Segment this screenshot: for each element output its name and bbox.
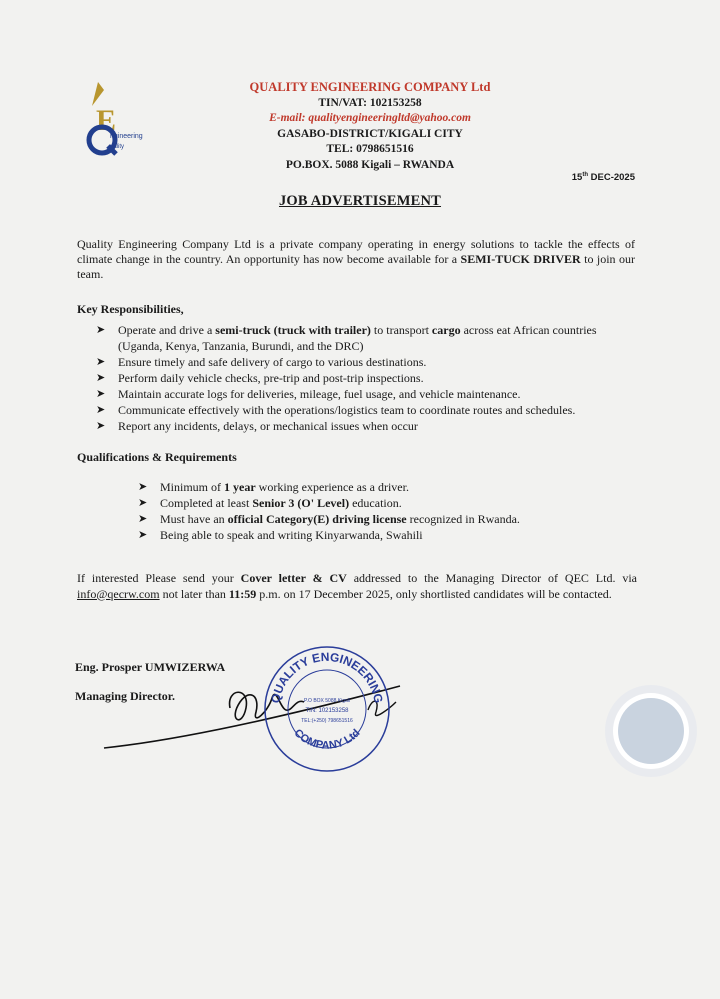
company-tel: TEL: 0798651516 bbox=[326, 143, 414, 155]
signer-title: Managing Director. bbox=[75, 689, 175, 703]
letterhead bbox=[200, 80, 540, 173]
email-link[interactable]: info@qecrw.com bbox=[77, 586, 160, 601]
closing-paragraph: If interested Please send your Cover letter & CV addressed to the Managing Director of QEC Ltd. via info@qecrw.com not later than 11:59 p.m. on 17 December 2025, only shortlisted candidates will be contacted. bbox=[77, 571, 637, 601]
stamp-line-1: P.O BOX 5088 Kigali bbox=[303, 698, 351, 704]
intro-paragraph: Quality Engineering Company Ltd is a private company operating in energy solutions to tackle the effects of climate change in the country. An opportunity has now become available for a SEMI-TUCK DRIVER to join our team. bbox=[77, 237, 636, 281]
stamp-line-2: TIN: 102153258 bbox=[305, 708, 349, 714]
list-item: ➤ Report any incidents, delays, or mechanical issues when occur bbox=[96, 419, 418, 433]
arrow-bullet-icon: ➤ bbox=[138, 497, 148, 509]
list-item: ➤ Operate and drive a semi-truck (truck with trailer) to transport cargo across eat African countries (Uganda, Kenya, Tanzania, Burundi, and the DRC) bbox=[96, 323, 597, 353]
list-item: ➤ Ensure timely and safe delivery of cargo to various destinations. bbox=[96, 355, 427, 369]
qualifications-heading: Qualifications & Requirements bbox=[77, 450, 237, 464]
list-item: ➤ Minimum of 1 year working experience as a driver. bbox=[138, 480, 409, 494]
arrow-bullet-icon: ➤ bbox=[138, 481, 148, 493]
arrow-bullet-icon: ➤ bbox=[96, 324, 106, 336]
arrow-bullet-icon: ➤ bbox=[96, 404, 106, 416]
company-logo bbox=[82, 78, 162, 168]
qualifications-list bbox=[138, 479, 638, 543]
stamp-top-text: QUALITY ENGINEERING bbox=[268, 649, 386, 705]
list-item: ➤ Completed at least Senior 3 (O' Level) education. bbox=[138, 496, 402, 510]
arrow-bullet-icon: ➤ bbox=[96, 356, 106, 368]
arrow-bullet-icon: ➤ bbox=[96, 372, 106, 384]
responsibilities-list bbox=[96, 322, 636, 434]
responsibilities-heading: Key Responsibilities, bbox=[77, 302, 184, 316]
document-date: 15th DEC-2025 bbox=[571, 172, 635, 184]
floating-action-button[interactable] bbox=[603, 683, 699, 779]
stamp-line-3: TEL:(+250) 798651516 bbox=[301, 718, 353, 724]
svg-text:COMPANY Ltd bbox=[291, 727, 362, 752]
company-stamp bbox=[262, 644, 392, 774]
list-item: ➤ Being able to speak and writing Kinyarwanda, Swahili bbox=[138, 528, 423, 542]
logo-sub-engineering: ngineering bbox=[110, 133, 143, 140]
list-item: ➤ Must have an official Category(E) driving license recognized in Rwanda. bbox=[138, 512, 520, 526]
arrow-bullet-icon: ➤ bbox=[138, 513, 148, 525]
list-item: ➤ Perform daily vehicle checks, pre-trip and post-trip inspections. bbox=[96, 371, 424, 385]
document-title: JOB ADVERTISEMENT bbox=[278, 193, 442, 209]
svg-text:E: E bbox=[96, 104, 117, 137]
arrow-bullet-icon: ➤ bbox=[138, 529, 148, 541]
company-name: QUALITY ENGINEERING COMPANY Ltd bbox=[249, 80, 491, 94]
job-position: SEMI-TUCK DRIVER bbox=[460, 252, 581, 266]
company-address: GASABO-DISTRICT/KIGALI CITY bbox=[277, 127, 463, 140]
logo-sub-quality: uality bbox=[110, 144, 125, 150]
tin-vat: TIN/VAT: 102153258 bbox=[318, 96, 422, 109]
stamp-bottom-text: COMPANY Ltd bbox=[291, 727, 363, 752]
signer-name: Eng. Prosper UMWIZERWA bbox=[75, 660, 226, 674]
arrow-bullet-icon: ➤ bbox=[96, 388, 106, 400]
company-pobox: PO.BOX. 5088 Kigali – RWANDA bbox=[285, 158, 455, 171]
list-item: ➤ Maintain accurate logs for deliveries, mileage, fuel usage, and vehicle maintenance. bbox=[96, 387, 521, 401]
company-email: E-mail: qualityengineeringltd@yahoo.com bbox=[269, 112, 471, 124]
svg-text:QUALITY ENGINEERING bbox=[268, 650, 385, 704]
list-item: ➤ Communicate effectively with the operations/logistics team to coordinate routes and schedules. bbox=[96, 403, 576, 417]
arrow-bullet-icon: ➤ bbox=[96, 420, 106, 432]
